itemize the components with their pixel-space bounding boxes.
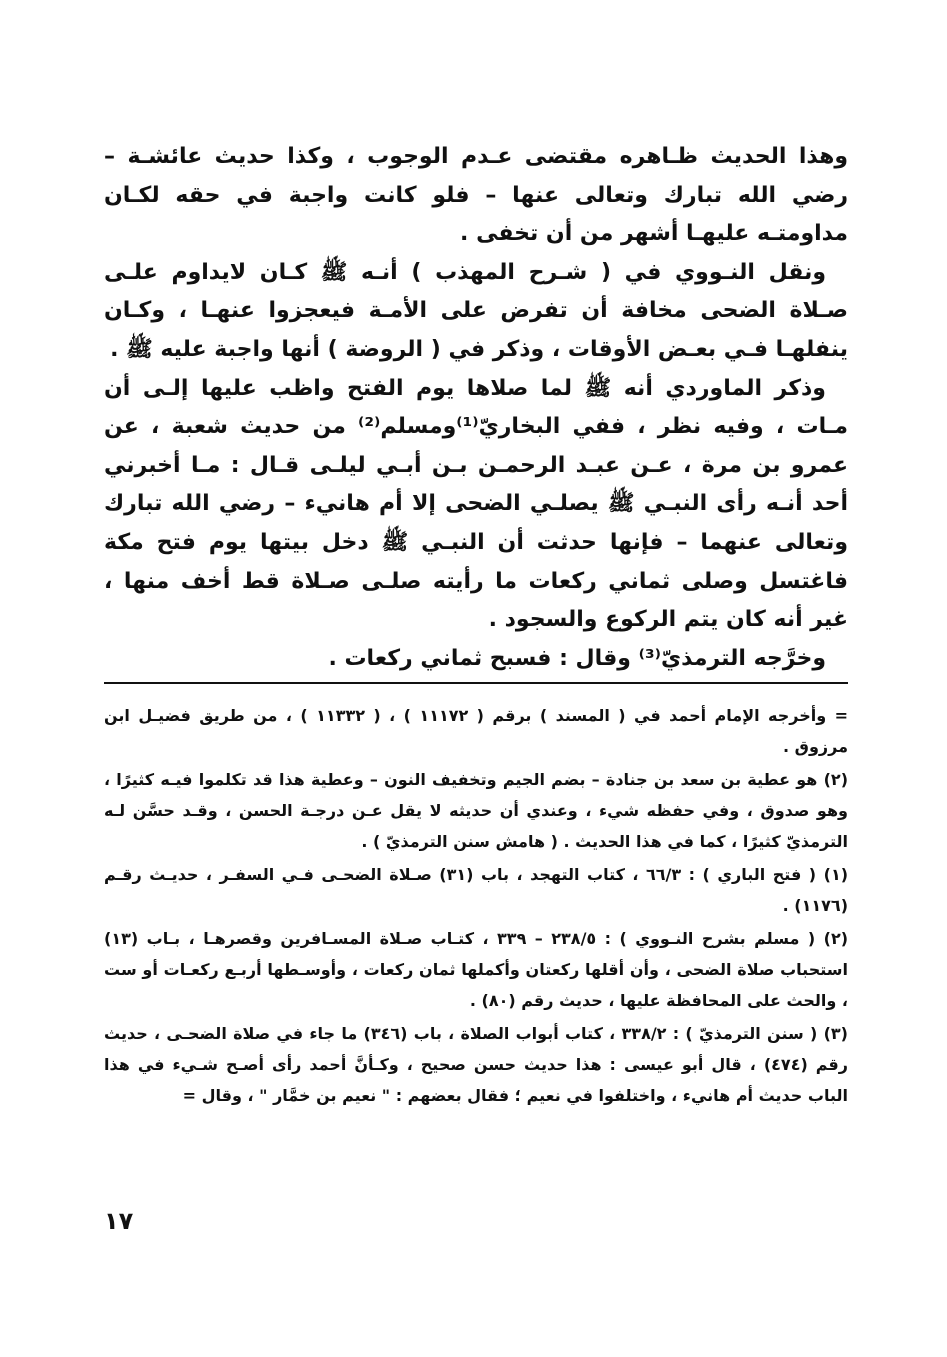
- page-number: ١٧: [104, 1207, 134, 1235]
- paragraph-1: وهذا الحديث ظـاهره مقتضى عـدم الوجوب ، وكذا حديث عائشـة – رضي الله تبارك وتعالى عنها – فلو كانت واجبة في حقه لكـان مداومتـه عليهـا أشهر من أن تخفى .: [104, 144, 848, 247]
- footnote-2a: (٢) هو عطية بن سعد بن جنادة – بضم الجيم وتخفيف النون – وعطية هذا قد تكلموا فيـه كثيرًا ، وهو صدوق ، وفي حفظه شيء ، وعندي أن حديثه لا يقل عـن درجـة الحسن ، وقـد حسَّن لـه الترمذيّ كثيرًا ، كما في هذا الحديث . ( هامش سنن الترمذيّ ) .: [104, 770, 848, 851]
- footnote-2b: (٢) ( مسلم بشرح النـووي ) : ٢٣٨/٥ – ٣٣٩ ، كتـاب صـلاة المسـافرين وقصرهـا ، بـاب (١٣) استحباب صلاة الضحى ، وأن أقلها ركعتان وأكملها ثمان ركعات ، وأوسـطها أربـع ركعـات أو ست ، والحث على المحافظة عليها ، حديث رقم (٨٠) .: [104, 929, 849, 1010]
- footnote-separator: [104, 682, 848, 684]
- body-text: [104, 138, 848, 678]
- paragraph-3: وذكر الماوردي أنه ﷺ لما صلاها يوم الفتح واظب عليها إلـى أن مـات ، وفيه نظر ، ففي البخاريّ⁽¹⁾ومسلم⁽²⁾ من حديث شعبة ، عن عمرو بن مرة ، عـن عبـد الرحمـن بـن أبـي ليلـى قـال : مـا أخبرني أحد أنـه رأى النبـي ﷺ يصلـي الضحى إلا أم هانيء – رضي الله تبارك وتعالى عنهما – فإنها حدثت أن النبـي ﷺ دخل بيتها يوم فتح مكة فاغتسل وصلى ثماني ركعات ما رأيته صلـى صـلاة قط أخف منها ، غير أنه كان يتم الركوع والسجود .: [104, 375, 848, 633]
- paragraph-4: وخرَّجه الترمذيّ⁽³⁾ وقال : فسبح ثماني ركعات .: [328, 645, 826, 671]
- footnotes-block: [104, 700, 848, 1113]
- footnote-3: (٣) ( سنن الترمذيّ ) : ٣٣٨/٢ ، كتاب أبواب الصلاة ، باب (٣٤٦) ما جاء في صلاة الضحـى ، حديث رقم (٤٧٤) ، قال أبو عيسى : هذا حديث حسن صحيح ، وكـأنَّ أحمد رأى أصـح شـيء في هذا الباب حديث أم هانيء ، واختلفوا في نعيم ؛ فقال بعضهم : " نعيم بن خمَّار " ، وقال =: [104, 1024, 848, 1105]
- main-text-block: [104, 138, 848, 678]
- footnote-continued: = وأخرجه الإمام أحمد في ( المسند ) برقم ( ١١١٧٢ ) ، ( ١١٣٣٢ ) ، من طريق فضيـل ابن مرزوق .: [104, 706, 849, 756]
- paragraph-2: ونقل النـووي في ( شـرح المهذب ) أنـه ﷺ كـان لايداوم علـى صـلاة الضحى مخافة أن تفرض على الأمـة فيعجزوا عنهـا ، وكـان ينفلهـا فـي بعـض الأوقات ، وذكر في ( الروضة ) أنها واجبة عليه ﷺ .: [104, 259, 848, 362]
- footnote-1: (١) ( فتح الباري ) : ٦٦/٣ ، كتاب التهجد ، باب (٣١) صـلاة الضحـى فـي السفـر ، حديـث رقـم (١١٧٦) .: [104, 865, 849, 915]
